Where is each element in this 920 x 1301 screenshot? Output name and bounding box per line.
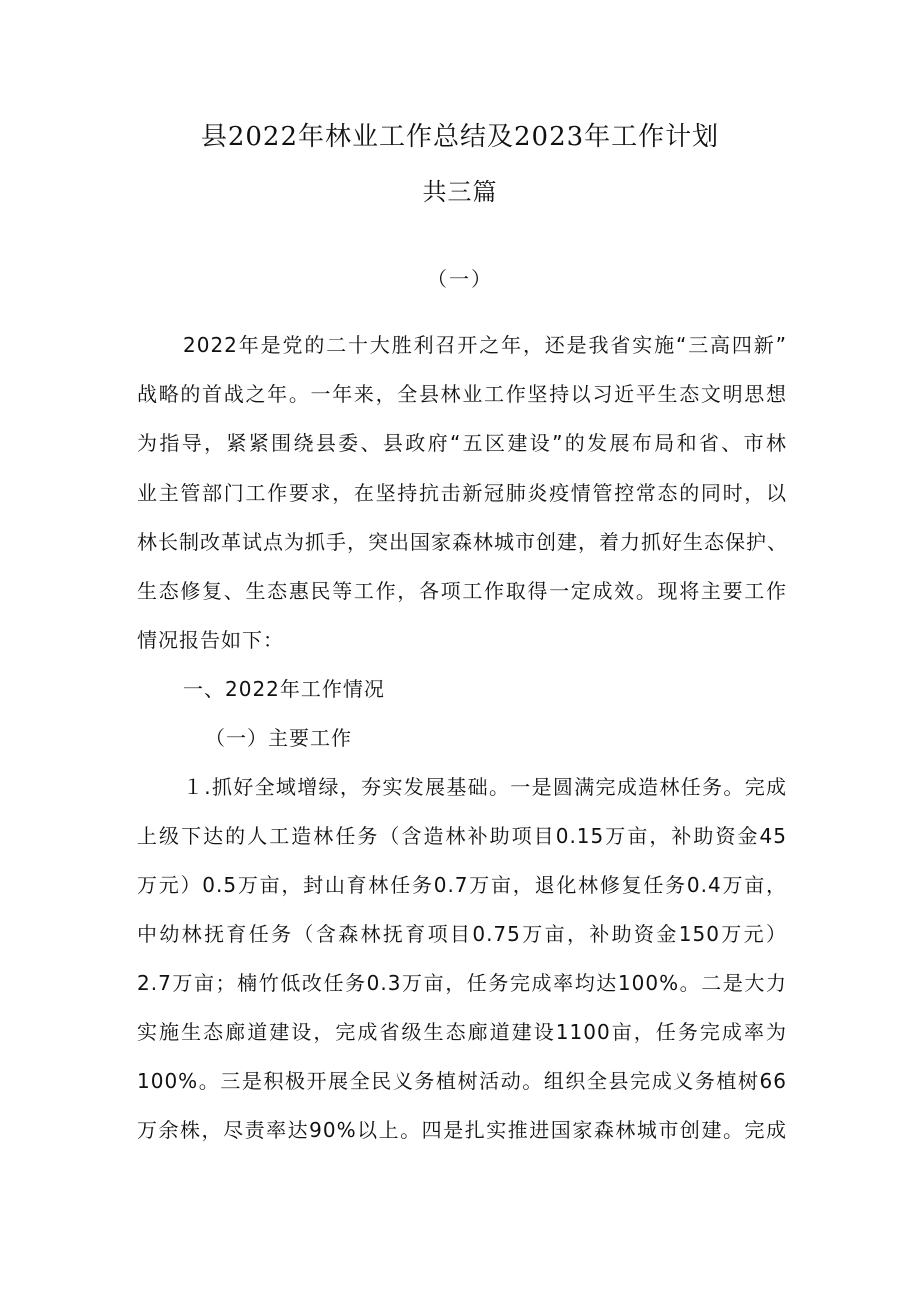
paragraph-line: 情况报告如下：: [137, 628, 284, 652]
paragraph-line: １.抓好全域增绿，夯实发展基础。一是圆满完成造林任务。完成: [183, 775, 787, 799]
document-subtitle: 共三篇: [422, 178, 498, 206]
paragraph-line: 为指导，紧紧围绕县委、县政府“五区建设”的发展布局和省、市林: [137, 431, 787, 455]
paragraph-line: 2.7万亩；楠竹低改任务0.3万亩，任务完成率均达100%。二是大力: [137, 971, 787, 995]
part-marker: （一）: [427, 267, 493, 291]
paragraph-line: 中幼林抚育任务（含森林抚育项目0.75万亩，补助资金150万元）: [137, 922, 787, 946]
paragraph-line: 业主管部门工作要求，在坚持抗击新冠肺炎疫情管控常态的同时，以: [137, 481, 787, 505]
document-title: 县2022年林业工作总结及2023年工作计划: [200, 122, 720, 152]
paragraph-line: 生态修复、生态惠民等工作，各项工作取得一定成效。现将主要工作: [137, 579, 787, 603]
section-heading: 一、2022年工作情况: [183, 677, 385, 701]
paragraph-line: 万余株，尽责率达90%以上。四是扎实推进国家森林城市创建。完成: [137, 1118, 787, 1142]
paragraph-line: 战略的首战之年。一年来，全县林业工作坚持以习近平生态文明思想: [137, 382, 787, 406]
subsection-heading: （一）主要工作: [205, 726, 352, 750]
paragraph-line: 万元）0.5万亩，封山育林任务0.7万亩，退化林修复任务0.4万亩，: [137, 873, 787, 897]
paragraph-line: 100%。三是积极开展全民义务植树活动。组织全县完成义务植树66: [137, 1069, 787, 1093]
paragraph-line: 实施生态廊道建设，完成省级生态廊道建设1100亩，任务完成率为: [137, 1020, 787, 1044]
paragraph-line: 2022年是党的二十大胜利召开之年，还是我省实施“三高四新”: [183, 333, 787, 357]
paragraph-line: 上级下达的人工造林任务（含造林补助项目0.15万亩，补助资金45: [137, 824, 787, 848]
paragraph-line: 林长制改革试点为抓手，突出国家森林城市创建，着力抓好生态保护、: [137, 530, 788, 554]
